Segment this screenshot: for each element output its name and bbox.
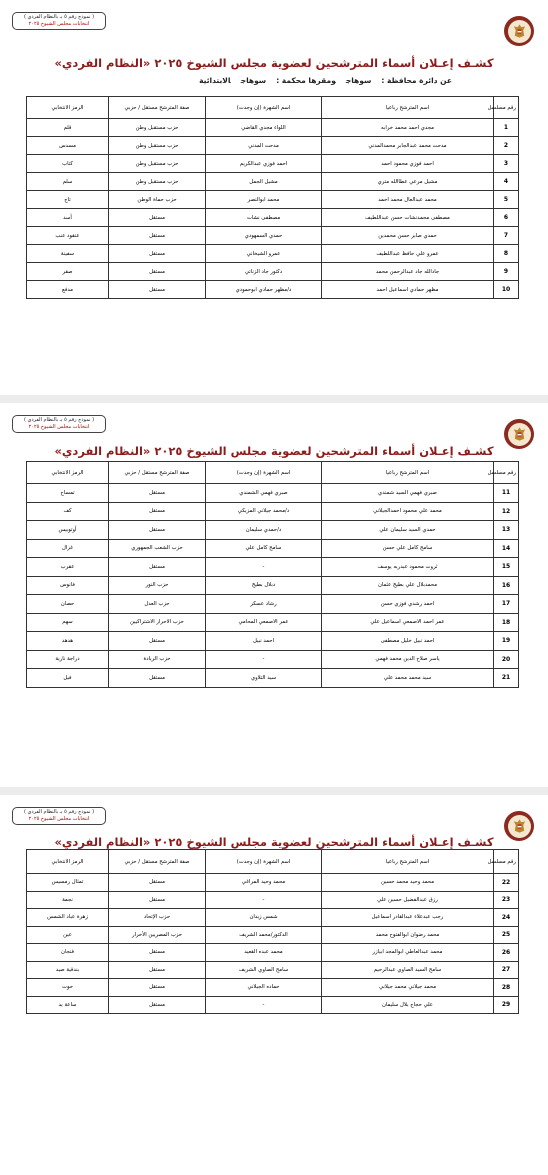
candidate-alias: مصطفى نشات — [206, 209, 322, 227]
court-label: ومقرها محكمة : — [276, 76, 336, 85]
candidate-name: صبري فهمي السيد شمندي — [322, 484, 494, 503]
candidate-alias: - — [206, 650, 322, 669]
candidate-name: مجدي احمد محمد خرابه — [322, 119, 494, 137]
candidate-status: مستقل — [109, 521, 206, 540]
header-name: اسم المترشح رباعيا — [322, 97, 494, 119]
candidate-alias: - — [206, 996, 322, 1014]
candidate-status: مستقل — [109, 558, 206, 577]
candidate-status: حزب مستقبل وطن — [109, 137, 206, 155]
candidate-symbol: دراجة نارية — [27, 650, 109, 669]
document-page-2 — [0, 403, 548, 787]
candidate-name: محمدبلال علي بطيخ عثمان — [322, 576, 494, 595]
candidate-status: حزب مستقبل وطن — [109, 119, 206, 137]
candidate-alias: الدكتور/محمد الشريف — [206, 926, 322, 944]
candidate-number: 18 — [494, 613, 519, 632]
candidate-status: مستقل — [109, 281, 206, 299]
candidate-number: 25 — [494, 926, 519, 944]
candidate-symbol: صقر — [27, 263, 109, 281]
candidate-status: مستقل — [109, 944, 206, 962]
candidate-alias: - — [206, 558, 322, 577]
document-page-1 — [0, 0, 548, 395]
candidate-row — [27, 669, 519, 688]
form-number-line2: انتخابات مجلس الشيوخ ٢٠٢٥ — [28, 424, 90, 430]
candidate-name: مدحت محمد عبدالجابر محمدالمدني — [322, 137, 494, 155]
candidate-alias: شمس زيدان — [206, 909, 322, 927]
candidate-alias: مدحت المدني — [206, 137, 322, 155]
header-symbol: الرمز الانتخابي — [27, 850, 109, 874]
candidate-row — [27, 979, 519, 997]
candidate-number: 19 — [494, 632, 519, 651]
candidate-number: 9 — [494, 263, 519, 281]
candidate-symbol: فنجان — [27, 944, 109, 962]
candidate-alias: دبلال بطيخ — [206, 576, 322, 595]
candidate-name: سامح كامل علي حسن — [322, 539, 494, 558]
header-status: صفة المترشح مستقل / حزبي — [109, 97, 206, 119]
candidate-row — [27, 613, 519, 632]
candidate-number: 3 — [494, 155, 519, 173]
candidate-number: 16 — [494, 576, 519, 595]
candidate-row — [27, 874, 519, 892]
candidate-symbol: قلم — [27, 119, 109, 137]
candidate-symbol: تمثال رمسيس — [27, 874, 109, 892]
header-status: صفة المترشح مستقل / حزبي — [109, 850, 206, 874]
candidate-row — [27, 173, 519, 191]
candidate-alias: د/مظهر حمادي ابوحمودي — [206, 281, 322, 299]
candidate-symbol: ساعة يد — [27, 996, 109, 1014]
candidate-number: 14 — [494, 539, 519, 558]
form-number-box — [12, 415, 106, 433]
candidate-name: جادالله جاد عبدالرحمن محمد — [322, 263, 494, 281]
form-number-line2: انتخابات مجلس الشيوخ ٢٠٢٥ — [28, 816, 90, 822]
candidate-status: حزب الاحرار الاشتراكيين — [109, 613, 206, 632]
candidate-symbol: أسد — [27, 209, 109, 227]
candidate-alias: سامح الصاوي الشريف — [206, 961, 322, 979]
candidate-number: 8 — [494, 245, 519, 263]
candidate-name: مظهر حمادي اسماعيل احمد — [322, 281, 494, 299]
candidate-name: مشيل مرعي عطاالله متري — [322, 173, 494, 191]
candidate-number: 15 — [494, 558, 519, 577]
candidate-name: محمد عبدالعاطي ابوالمجد ابيازر — [322, 944, 494, 962]
candidate-row — [27, 137, 519, 155]
candidate-status: مستقل — [109, 669, 206, 688]
candidate-status: حزب الشعب الجمهوري — [109, 539, 206, 558]
candidate-number: 7 — [494, 227, 519, 245]
candidate-alias: سامح كامل علي — [206, 539, 322, 558]
candidate-name: محمد عبدالعال محمد احمد — [322, 191, 494, 209]
candidate-alias: حماده الجيلاني — [206, 979, 322, 997]
candidate-alias: عمر الاصمعي المحامي — [206, 613, 322, 632]
candidate-status: مستقل — [109, 227, 206, 245]
candidate-number: 29 — [494, 996, 519, 1014]
candidate-number: 5 — [494, 191, 519, 209]
candidate-symbol: فانوس — [27, 576, 109, 595]
candidate-symbol: حصان — [27, 595, 109, 614]
candidate-status: مستقل — [109, 874, 206, 892]
district-label: عن دائرة محافظة : — [381, 76, 452, 85]
candidate-status: حزب المصريين الأحرار — [109, 926, 206, 944]
governorate-value: سوهاج — [345, 76, 372, 85]
eagle-emblem-icon — [504, 16, 534, 46]
candidate-row — [27, 502, 519, 521]
page-title: كشـف إعـلان أسماء المترشحين لعضوية مجلس الشيوخ ٢٠٢٥ «النظام الفردي» — [54, 444, 494, 458]
candidate-name: حمدي السيد سليمان علي — [322, 521, 494, 540]
candidate-alias: محمد ابوالنصر — [206, 191, 322, 209]
header-name: اسم المترشح رباعيا — [322, 850, 494, 874]
candidate-alias: - — [206, 891, 322, 909]
candidate-name: ثروت محمود عبدربه يوسف — [322, 558, 494, 577]
header-alias: اسم الشهرة (إن وجدت) — [206, 462, 322, 484]
form-number-line1: ( نموذج رقم ٥ بـ بالنظام الفردي ) — [23, 14, 95, 20]
candidate-symbol: عنقود عنب — [27, 227, 109, 245]
candidate-name: عمرو علي حافظ عبداللطيف — [322, 245, 494, 263]
candidate-name: محمد علي محمود احمدالجيلاني — [322, 502, 494, 521]
candidate-number: 2 — [494, 137, 519, 155]
form-number-line2: انتخابات مجلس الشيوخ ٢٠٢٥ — [28, 21, 90, 27]
candidate-row — [27, 227, 519, 245]
candidate-row — [27, 484, 519, 503]
candidate-row — [27, 281, 519, 299]
candidate-symbol: كف — [27, 502, 109, 521]
candidates-table — [26, 96, 519, 299]
candidate-status: مستقل — [109, 263, 206, 281]
candidate-symbol: هدهد — [27, 632, 109, 651]
candidate-name: عمر احمد الاصمعي اسماعيل علي — [322, 613, 494, 632]
candidate-status: حزب النور — [109, 576, 206, 595]
candidate-status: حزب حماة الوطن — [109, 191, 206, 209]
candidate-row — [27, 996, 519, 1014]
candidate-name: رزق عبدالفضيل حسين علي — [322, 891, 494, 909]
header-symbol: الرمز الانتخابي — [27, 462, 109, 484]
candidate-symbol: فيل — [27, 669, 109, 688]
candidate-row — [27, 521, 519, 540]
header-symbol: الرمز الانتخابي — [27, 97, 109, 119]
page-title: كشـف إعـلان أسماء المترشحين لعضوية مجلس الشيوخ ٢٠٢٥ «النظام الفردي» — [54, 56, 494, 70]
candidate-alias: محمد عبده القعيد — [206, 944, 322, 962]
candidate-status: مستقل — [109, 245, 206, 263]
candidate-name: احمد رشدي فوزي حسن — [322, 595, 494, 614]
candidate-number: 22 — [494, 874, 519, 892]
candidate-number: 23 — [494, 891, 519, 909]
header-alias: اسم الشهرة (إن وجدت) — [206, 850, 322, 874]
candidate-alias: رشاد عسكر — [206, 595, 322, 614]
page-title: كشـف إعـلان أسماء المترشحين لعضوية مجلس الشيوخ ٢٠٢٥ «النظام الفردي» — [54, 835, 494, 849]
candidate-symbol: كتاب — [27, 155, 109, 173]
district-subtitle — [189, 76, 452, 85]
header-num: رقم مسلسل — [494, 97, 519, 119]
candidate-symbol: تاج — [27, 191, 109, 209]
candidate-status: مستقل — [109, 979, 206, 997]
candidate-name: مصطفى محمدنشات حسن عبداللطيف — [322, 209, 494, 227]
candidate-status: مستقل — [109, 484, 206, 503]
candidate-alias: حمدي السمهودي — [206, 227, 322, 245]
candidate-row — [27, 961, 519, 979]
document-page-3 — [0, 795, 548, 1175]
candidate-symbol: سلم — [27, 173, 109, 191]
candidate-number: 6 — [494, 209, 519, 227]
candidate-status: مستقل — [109, 961, 206, 979]
candidate-symbol: أوتوبيس — [27, 521, 109, 540]
candidate-name: حمدي صابر حسن محمدين — [322, 227, 494, 245]
header-alias: اسم الشهرة (إن وجدت) — [206, 97, 322, 119]
candidate-number: 24 — [494, 909, 519, 927]
candidate-row — [27, 119, 519, 137]
candidate-name: احمد فوزي محمود احمد — [322, 155, 494, 173]
candidates-table — [26, 461, 519, 688]
header-status: صفة المترشح مستقل / حزبي — [109, 462, 206, 484]
candidate-number: 1 — [494, 119, 519, 137]
candidate-alias: محمد وحيد المراغي — [206, 874, 322, 892]
candidate-status: مستقل — [109, 209, 206, 227]
candidate-symbol: سهم — [27, 613, 109, 632]
candidate-number: 11 — [494, 484, 519, 503]
candidate-row — [27, 909, 519, 927]
candidate-name: محمد وحيد محمد حسين — [322, 874, 494, 892]
candidate-status: مستقل — [109, 891, 206, 909]
candidate-name: رجب عبدعلاء عبدالقادر اسماعيل — [322, 909, 494, 927]
candidate-name: ياسر صلاح الدين محمد فهمي — [322, 650, 494, 669]
form-number-box — [12, 12, 106, 30]
court-value: سوهاج — [240, 76, 267, 85]
candidate-number: 10 — [494, 281, 519, 299]
candidates-table — [26, 849, 519, 1014]
candidate-symbol: نجمة — [27, 891, 109, 909]
candidate-symbol: عقرب — [27, 558, 109, 577]
candidate-symbol: غزال — [27, 539, 109, 558]
candidate-status: حزب الإتحاد — [109, 909, 206, 927]
candidate-name: سيد محمد محمد علي — [322, 669, 494, 688]
candidate-number: 26 — [494, 944, 519, 962]
candidate-number: 20 — [494, 650, 519, 669]
candidate-row — [27, 595, 519, 614]
candidate-status: مستقل — [109, 502, 206, 521]
candidate-row — [27, 650, 519, 669]
candidate-row — [27, 576, 519, 595]
candidate-row — [27, 263, 519, 281]
candidate-alias: احمد نبيل — [206, 632, 322, 651]
candidate-symbol: مدفع — [27, 281, 109, 299]
candidate-symbol: حوت — [27, 979, 109, 997]
candidate-name: احمد نبيل خليل مصطفى — [322, 632, 494, 651]
candidate-row — [27, 191, 519, 209]
candidate-symbol: عين — [27, 926, 109, 944]
candidate-status: مستقل — [109, 632, 206, 651]
candidate-number: 4 — [494, 173, 519, 191]
candidate-status: حزب مستقبل وطن — [109, 173, 206, 191]
candidate-number: 28 — [494, 979, 519, 997]
candidate-row — [27, 891, 519, 909]
candidate-alias: عمرو الشيخاني — [206, 245, 322, 263]
candidate-row — [27, 245, 519, 263]
form-number-line1: ( نموذج رقم ٥ بـ بالنظام الفردي ) — [23, 809, 95, 815]
form-number-box — [12, 807, 106, 825]
candidate-row — [27, 209, 519, 227]
court-level: الابتدائية — [199, 76, 231, 85]
candidate-status: حزب العدل — [109, 595, 206, 614]
candidate-alias: اللواء مجدي القاضي — [206, 119, 322, 137]
candidate-alias: د/محمد جيلاني المزيكي — [206, 502, 322, 521]
candidate-status: حزب مستقبل وطن — [109, 155, 206, 173]
candidate-number: 17 — [494, 595, 519, 614]
candidate-number: 12 — [494, 502, 519, 521]
candidate-symbol: بندقية صيد — [27, 961, 109, 979]
candidate-symbol: تمساح — [27, 484, 109, 503]
candidate-number: 21 — [494, 669, 519, 688]
candidate-symbol: زهرة عباد الشمس — [27, 909, 109, 927]
candidate-alias: سيد التلاوي — [206, 669, 322, 688]
candidate-row — [27, 632, 519, 651]
candidate-row — [27, 539, 519, 558]
form-number-line1: ( نموذج رقم ٥ بـ بالنظام الفردي ) — [23, 417, 95, 423]
candidate-status: حزب الريادة — [109, 650, 206, 669]
candidate-symbol: مسدس — [27, 137, 109, 155]
candidate-row — [27, 558, 519, 577]
candidate-alias: احمد فوزي عبدالكريم — [206, 155, 322, 173]
candidate-status: مستقل — [109, 996, 206, 1014]
candidate-symbol: سفينة — [27, 245, 109, 263]
header-name: اسم المترشح رباعيا — [322, 462, 494, 484]
candidate-alias: دكتور جاد الزناتي — [206, 263, 322, 281]
candidate-alias: مشيل الجمل — [206, 173, 322, 191]
candidate-name: محمد جيلاني محمد جيلاني — [322, 979, 494, 997]
candidate-number: 27 — [494, 961, 519, 979]
header-num: رقم مسلسل — [494, 850, 519, 874]
candidate-number: 13 — [494, 521, 519, 540]
candidate-name: سامح السيد الصاوي عبدالرحيم — [322, 961, 494, 979]
candidate-row — [27, 155, 519, 173]
candidate-alias: صبري فهمي الشمندي — [206, 484, 322, 503]
candidate-alias: د/حمدي سليمان — [206, 521, 322, 540]
candidate-name: محمد رضوان ابوالفتوح محمد — [322, 926, 494, 944]
candidate-name: علي حجاج بلال سليمان — [322, 996, 494, 1014]
header-num: رقم مسلسل — [494, 462, 519, 484]
candidate-row — [27, 926, 519, 944]
candidate-row — [27, 944, 519, 962]
